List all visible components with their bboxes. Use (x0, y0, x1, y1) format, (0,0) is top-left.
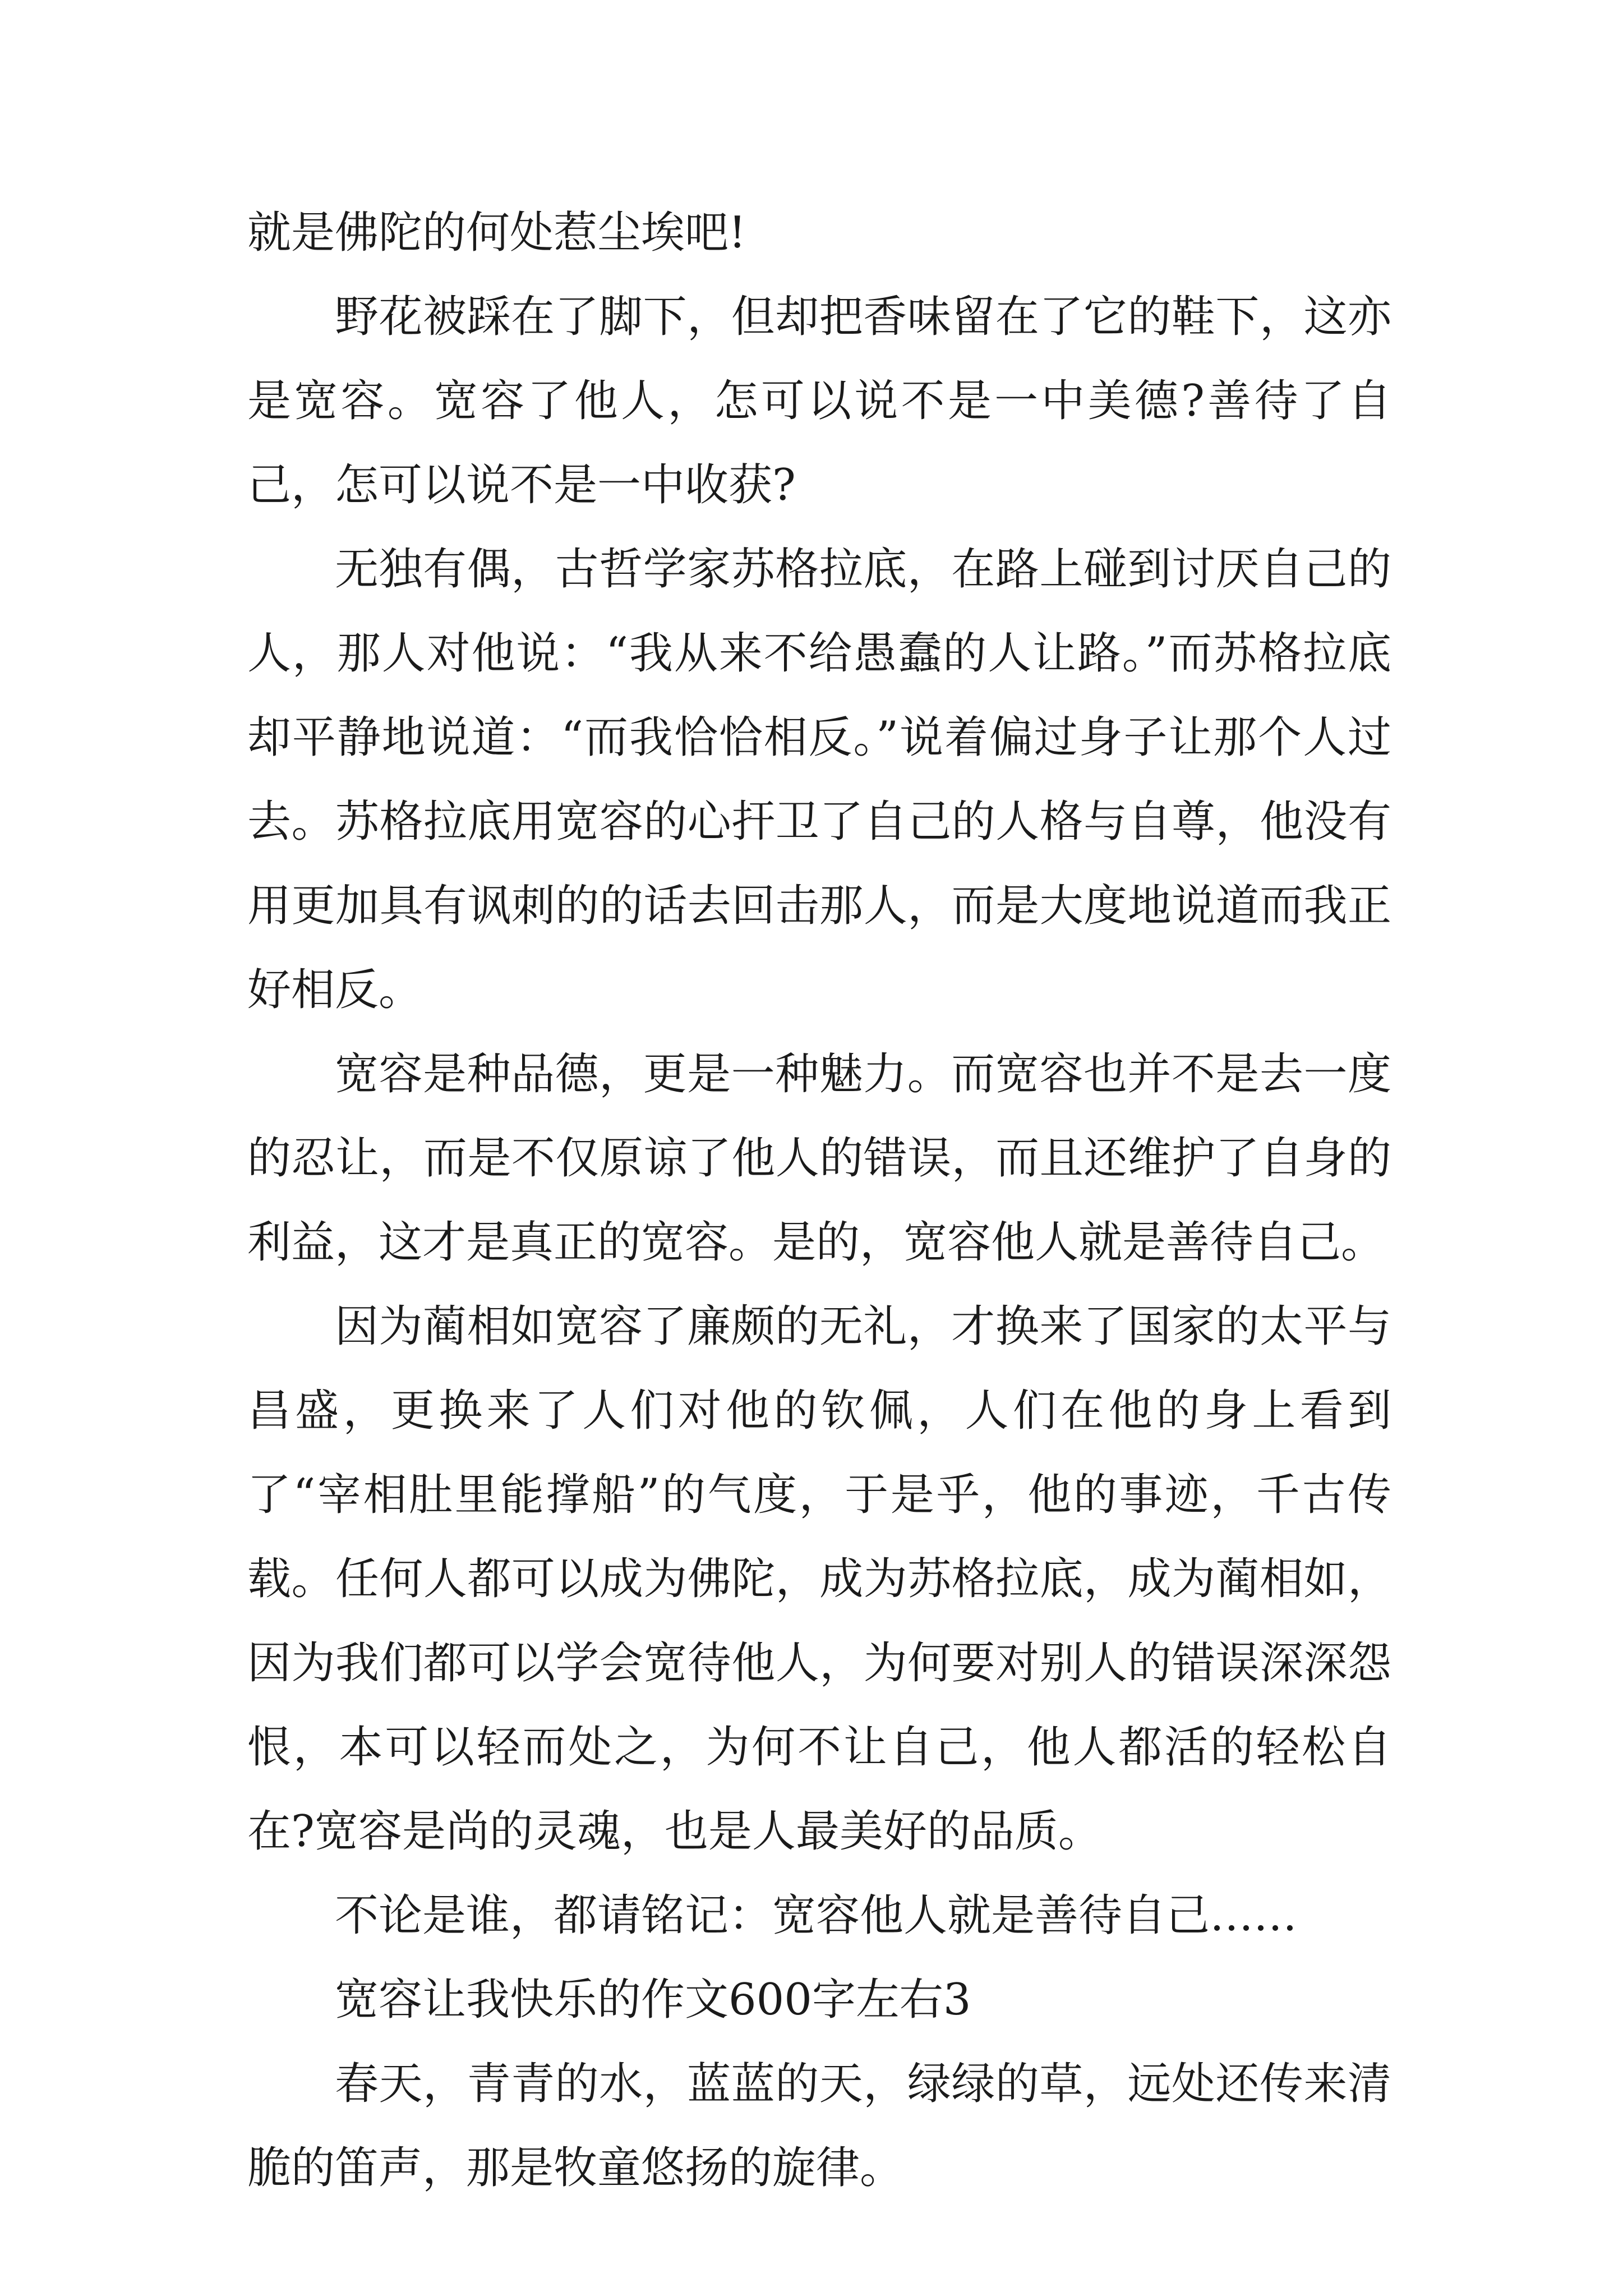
paragraph-spring: 春天，青青的水，蓝蓝的天，绿绿的草，远处还传来清脆的笛声，那是牧童悠扬的旋律。 (247, 2059, 1391, 2193)
paragraph-virtue: 宽容是种品德，更是一种魅力。而宽容也并不是去一度的忍让，而是不仅原谅了他人的错误，而且还维护了自身的利益，这才是真正的宽容。是的，宽容他人就是善待自己。 (247, 1049, 1391, 1268)
paragraph-lin-xiangru: 因为蔺相如宽容了廉颇的无礼，才换来了国家的太平与昌盛，更换来了人们对他的钦佩，人们在他的身上看到了“宰相肚里能撑船”的气度，于是乎，他的事迹，千古传载。任何人都可以成为佛陀，成为苏格拉底，成为蔺相如，因为我们都可以学会宽待他人，为何要对别人的错误深深怨恨，本可以轻而处之，为何不让自己，他人都活的轻松自在?宽容是尚的灵魂，也是人最美好的品质。 (247, 1301, 1391, 1857)
paragraph-continuation: 就是佛陀的何处惹尘埃吧! (247, 208, 746, 258)
body-text (247, 191, 1391, 2210)
paragraph-socrates: 无独有偶，古哲学家苏格拉底，在路上碰到讨厌自己的人，那人对他说：“我从来不给愚蠢的人让路。”而苏格拉底却平静地说道：“而我恰恰相反。”说着偏过身子让那个人过去。苏格拉底用宽容的心扞卫了自己的人格与自尊，他没有用更加具有讽刺的的话去回击那人，而是大度地说道而我正好相反。 (247, 544, 1391, 1015)
paragraph-wildflower: 野花被踩在了脚下，但却把香味留在了它的鞋下，这亦是宽容。宽容了他人，怎可以说不是一中美德?善待了自己，怎可以说不是一中收获? (247, 292, 1391, 510)
essay-heading: 宽容让我快乐的作文600字左右3 (335, 1975, 971, 2025)
paragraph-remember: 不论是谁，都请铭记：宽容他人就是善待自己…… (335, 1890, 1298, 1941)
